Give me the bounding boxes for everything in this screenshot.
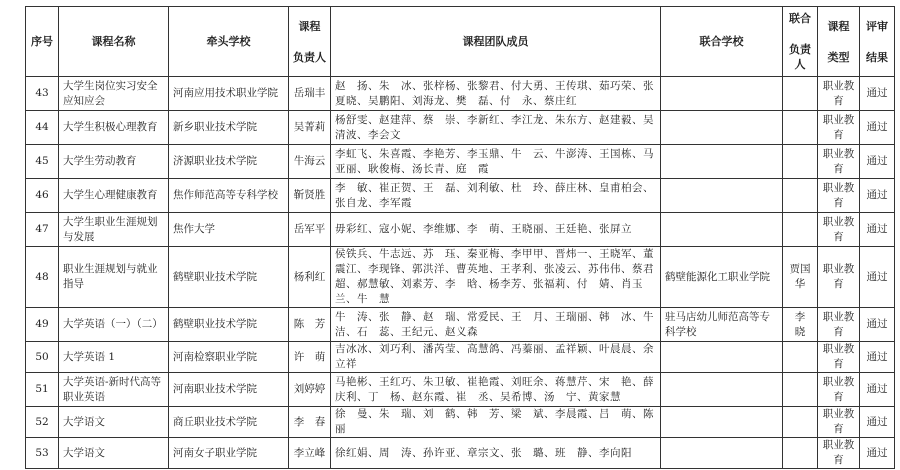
- table-row: [26, 247, 895, 308]
- row-team: 侯铁兵、牛志远、苏 珏、秦亚梅、李甲甲、晋炜一、王晓军、董震江、李现锋、郭洪洋、曹英地、王孝利、张凌云、苏伟伟、蔡君超、郝慧敏、刘素芳、李 晗、杨李芳、张福莉、付 婧、肖玉兰、牛 慧: [331, 247, 661, 308]
- row-result: 通过: [860, 373, 895, 407]
- row-joint-leader: [783, 111, 818, 145]
- row-course-type: 职业教育: [818, 342, 860, 373]
- row-course-type: 职业教育: [818, 213, 860, 247]
- header-joint-person: [783, 7, 818, 77]
- row-seq: 52: [26, 407, 59, 438]
- table-row: [26, 342, 895, 373]
- row-leader: 陈 芳: [289, 308, 331, 342]
- row-course-name: 大学生岗位实习安全应知应会: [59, 77, 169, 111]
- row-course-name: 大学生职业生涯规划与发展: [59, 213, 169, 247]
- table-row: [26, 145, 895, 179]
- row-course-type: 职业教育: [818, 77, 860, 111]
- row-joint-leader: [783, 438, 818, 469]
- row-result: 通过: [860, 247, 895, 308]
- row-leader: 吴菁莉: [289, 111, 331, 145]
- row-joint-leader: [783, 77, 818, 111]
- row-lead-school: 焦作大学: [169, 213, 289, 247]
- header-course-type-line2: 类型: [827, 50, 850, 64]
- row-result: 通过: [860, 77, 895, 111]
- header-lead-person: [289, 7, 331, 77]
- header-seq: 序号: [26, 7, 59, 77]
- row-course-name: 大学英语 1: [59, 342, 169, 373]
- header-course-name: 课程名称: [59, 7, 169, 77]
- row-lead-school: 河南应用技术职业学院: [169, 77, 289, 111]
- row-joint-leader: 李 晓: [783, 308, 818, 342]
- table-row: [26, 179, 895, 213]
- row-course-name: 大学生劳动教育: [59, 145, 169, 179]
- row-team: 徐红娟、周 涛、孙许亚、章宗文、张 璐、班 静、李向阳: [331, 438, 661, 469]
- row-leader: 岳军平: [289, 213, 331, 247]
- row-joint-school: [661, 77, 783, 111]
- row-leader: 牛海云: [289, 145, 331, 179]
- header-result-line2: 结果: [866, 50, 888, 64]
- row-course-type: 职业教育: [818, 179, 860, 213]
- row-lead-school: 焦作师范高等专科学校: [169, 179, 289, 213]
- row-team: 赵 扬、朱 冰、张梓杨、张黎君、付大勇、王传琪、茹巧荣、张夏晓、吴鹏阳、刘海龙、樊 磊、付 永、蔡庄红: [331, 77, 661, 111]
- row-seq: 46: [26, 179, 59, 213]
- row-joint-school: 驻马店幼儿师范高等专科学校: [661, 308, 783, 342]
- row-joint-school: [661, 213, 783, 247]
- row-joint-leader: [783, 407, 818, 438]
- row-lead-school: 商丘职业技术学院: [169, 407, 289, 438]
- row-seq: 49: [26, 308, 59, 342]
- row-result: 通过: [860, 179, 895, 213]
- row-joint-leader: [783, 342, 818, 373]
- row-lead-school: 河南女子职业学院: [169, 438, 289, 469]
- row-course-name: 大学生心理健康教育: [59, 179, 169, 213]
- row-seq: 50: [26, 342, 59, 373]
- header-lead-person-line2: 负责人: [293, 50, 326, 64]
- row-leader: 李立峰: [289, 438, 331, 469]
- row-course-name: 大学英语（一）（二）: [59, 308, 169, 342]
- row-joint-leader: [783, 179, 818, 213]
- row-course-type: 职业教育: [818, 438, 860, 469]
- header-team: 课程团队成员: [331, 7, 661, 77]
- course-table-wrapper: [25, 6, 894, 469]
- row-joint-school: [661, 438, 783, 469]
- row-team: 马艳彬、王红巧、朱卫敏、崔艳霞、刘旺余、蒋慧芹、宋 艳、薛庆利、丁 杨、赵东霞、崔 丞、吴希博、汤 宁、黄家慧: [331, 373, 661, 407]
- table-row: [26, 77, 895, 111]
- row-seq: 53: [26, 438, 59, 469]
- row-leader: 李 春: [289, 407, 331, 438]
- row-course-type: 职业教育: [818, 247, 860, 308]
- row-team: 牛 涛、张 静、赵 瑞、常爱民、王 月、王瑞丽、韩 冰、牛 洁、石 蕊、王纪元、赵义森: [331, 308, 661, 342]
- row-leader: 许 萌: [289, 342, 331, 373]
- row-result: 通过: [860, 308, 895, 342]
- row-lead-school: 新乡职业技术学院: [169, 111, 289, 145]
- table-row: [26, 308, 895, 342]
- header-result-line1: 评审: [866, 19, 888, 33]
- header-joint-school: 联合学校: [661, 7, 783, 77]
- row-leader: 杨利红: [289, 247, 331, 308]
- header-row: [26, 7, 895, 77]
- row-joint-leader: 贾国华: [783, 247, 818, 308]
- row-joint-school: [661, 179, 783, 213]
- table-row: [26, 111, 895, 145]
- row-result: 通过: [860, 111, 895, 145]
- header-result: [860, 7, 895, 77]
- row-course-name: 大学生积极心理教育: [59, 111, 169, 145]
- row-lead-school: 河南职业技术学院: [169, 373, 289, 407]
- row-result: 通过: [860, 145, 895, 179]
- row-joint-school: [661, 373, 783, 407]
- table-row: [26, 407, 895, 438]
- row-joint-leader: [783, 213, 818, 247]
- row-course-name: 大学语文: [59, 407, 169, 438]
- row-seq: 47: [26, 213, 59, 247]
- row-course-type: 职业教育: [818, 145, 860, 179]
- row-team: 徐 曼、朱 瑞、刘 鹤、韩 芳、梁 斌、李晨霞、吕 萌、陈 丽: [331, 407, 661, 438]
- row-course-name: 大学语文: [59, 438, 169, 469]
- header-course-type-line1: 课程: [827, 19, 850, 33]
- header-course-type: [818, 7, 860, 77]
- row-joint-school: 鹤壁能源化工职业学院: [661, 247, 783, 308]
- header-joint-person-line2: 负责人: [789, 43, 811, 71]
- row-team: 李虹飞、朱喜霞、李艳芳、李玉鼎、牛 云、牛澎涛、王国栋、马亚丽、耿俊梅、汤长青、庭 霞: [331, 145, 661, 179]
- row-seq: 44: [26, 111, 59, 145]
- row-lead-school: 河南检察职业学院: [169, 342, 289, 373]
- row-course-type: 职业教育: [818, 407, 860, 438]
- row-result: 通过: [860, 213, 895, 247]
- row-joint-school: [661, 145, 783, 179]
- row-joint-school: [661, 111, 783, 145]
- row-result: 通过: [860, 342, 895, 373]
- row-course-name: 职业生涯规划与就业指导: [59, 247, 169, 308]
- row-team: 吉冰冰、刘巧利、潘芮莹、高慧鸽、冯蓁丽、孟祥颖、叶晨晨、余立祥: [331, 342, 661, 373]
- table-row: [26, 213, 895, 247]
- row-joint-leader: [783, 145, 818, 179]
- row-course-name: 大学英语-新时代高等职业英语: [59, 373, 169, 407]
- row-course-type: 职业教育: [818, 373, 860, 407]
- row-joint-school: [661, 342, 783, 373]
- row-lead-school: 鹤壁职业技术学院: [169, 308, 289, 342]
- row-leader: 岳瑞丰: [289, 77, 331, 111]
- row-lead-school: 鹤壁职业技术学院: [169, 247, 289, 308]
- row-leader: 靳贤胜: [289, 179, 331, 213]
- header-lead-school: 牵头学校: [169, 7, 289, 77]
- course-table: [25, 6, 895, 469]
- row-result: 通过: [860, 407, 895, 438]
- row-result: 通过: [860, 438, 895, 469]
- row-team: 杨舒雯、赵建萍、蔡 崇、李新红、李江龙、朱东方、赵建毅、吴清波、李会文: [331, 111, 661, 145]
- table-row: [26, 438, 895, 469]
- row-seq: 48: [26, 247, 59, 308]
- header-lead-person-line1: 课程: [298, 19, 321, 33]
- row-team: 李 敏、崔正贺、王 磊、刘利敏、杜 玲、薛庄林、皇甫柏会、张自龙、李军霞: [331, 179, 661, 213]
- row-seq: 51: [26, 373, 59, 407]
- row-leader: 刘婷婷: [289, 373, 331, 407]
- row-course-type: 职业教育: [818, 111, 860, 145]
- row-team: 毋彩红、寇小妮、李维娜、李 萌、王晓丽、王廷艳、张屏立: [331, 213, 661, 247]
- table-row: [26, 373, 895, 407]
- row-course-type: 职业教育: [818, 308, 860, 342]
- row-lead-school: 济源职业技术学院: [169, 145, 289, 179]
- row-joint-leader: [783, 373, 818, 407]
- row-joint-school: [661, 407, 783, 438]
- row-seq: 43: [26, 77, 59, 111]
- header-joint-person-line1: 联合: [789, 12, 811, 25]
- row-seq: 45: [26, 145, 59, 179]
